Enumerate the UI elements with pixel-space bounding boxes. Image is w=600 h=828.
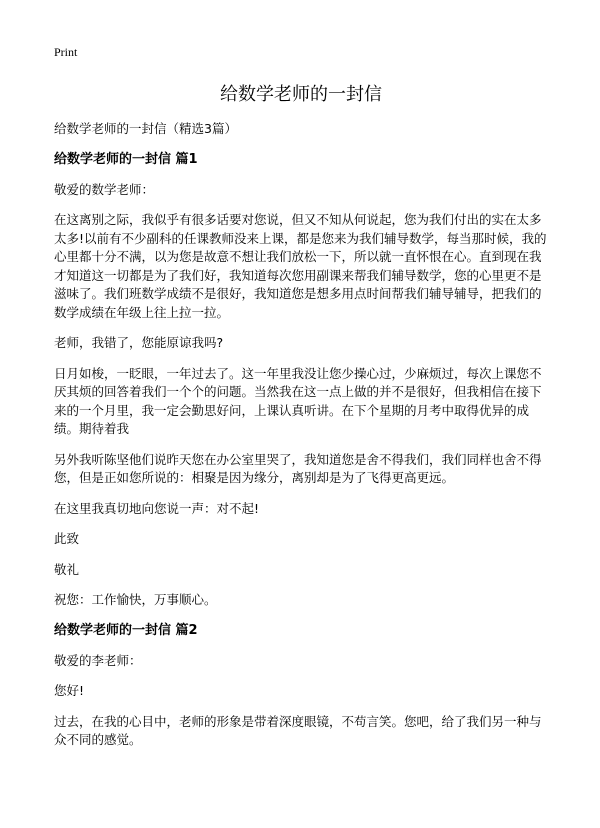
section-heading: 给数学老师的一封信 篇1 <box>54 151 198 167</box>
intro-line: 给数学老师的一封信（精选3篇） <box>54 121 237 136</box>
salutation: 敬爱的数学老师： <box>54 181 155 197</box>
section-heading: 给数学老师的一封信 篇2 <box>54 622 198 638</box>
body-paragraph: 在这里我真切地向您说一声：对不起! <box>54 500 260 516</box>
body-paragraph: 在这离别之际，我似乎有很多话要对您说，但又不知从何说起，您为我们付出的实在太多太多!以前有不少副科的任课教师没来上课，都是您来为我们辅导数学，每当那时候，我的心里都十分不满，以为您是故意不想让我们放松一下，所以就一直怀恨在心。直到现在我才知道这一切都是为了我们好，我知道每次您用副课来帮我们辅导数学，您的心里更不是滋味了。我们班数学成绩不是很好，我知道您是想多用点时间帮我们辅导辅导，把我们的数学成绩在年级上往上拉一拉。 <box>54 212 547 320</box>
body-paragraph: 老师，我错了，您能原谅我吗? <box>54 335 224 350</box>
body-paragraph: 日月如梭，一眨眼，一年过去了。这一年里我没让您少操心过，少麻烦过，每次上课您不厌其烦的回答着我们一个个的问题。当然我在这一点上做的并不是很好，但我相信在接下来的一个月里，我一定会勤思好问，上课认真听讲。在下个星期的月考中取得优异的成绩。期待着我 <box>54 365 542 436</box>
closing-line: 祝您：工作愉快，万事顺心。 <box>54 592 217 607</box>
print-label: Print <box>54 45 78 59</box>
closing-line: 敬礼 <box>54 561 80 577</box>
body-paragraph: 过去，在我的心目中，老师的形象是带着深度眼镜，不苟言笑。您吧，给了我们另一种与众不同的感觉。 <box>54 713 542 747</box>
salutation: 敬爱的李老师： <box>54 652 142 668</box>
closing-line: 此致 <box>54 531 80 546</box>
body-paragraph: 您好! <box>54 683 85 698</box>
document-title: 给数学老师的一封信 <box>220 84 382 105</box>
body-paragraph: 另外我听陈坚他们说昨天您在办公室里哭了，我知道您是舍不得我们，我们同样也舍不得您，但是正如您所说的：相聚是因为缘分，离别却是为了飞得更高更远。 <box>54 451 542 485</box>
